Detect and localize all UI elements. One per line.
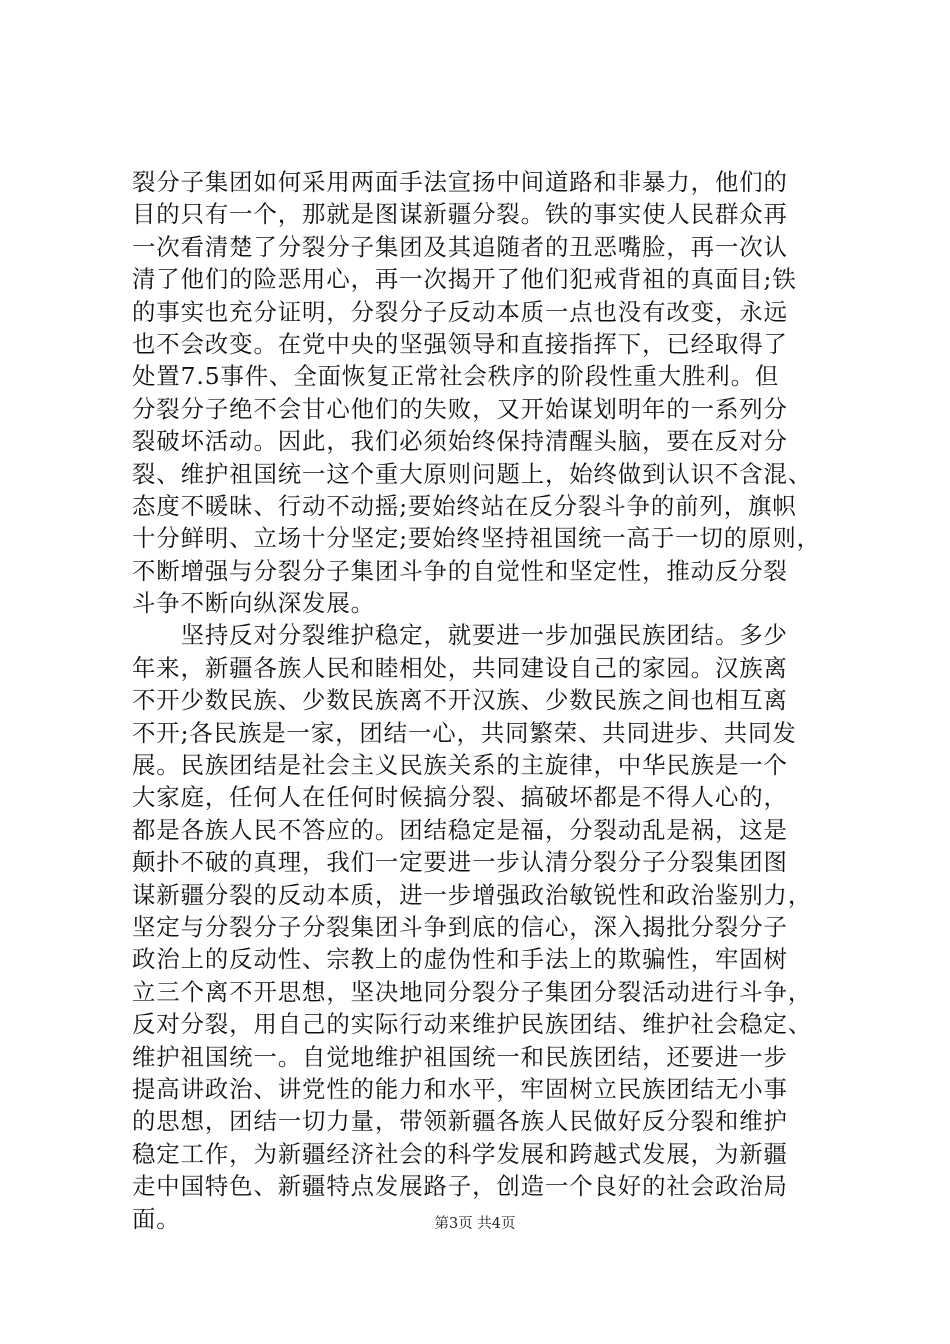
text-line: 不开;各民族是一家，团结一心，共同繁荣、共同进步、共同发 — [132, 718, 797, 747]
text-line: 的思想，团结一切力量，带领新疆各族人民做好反分裂和维护 — [132, 1107, 788, 1136]
text-line: 裂分子集团如何采用两面手法宣扬中间道路和非暴力，他们的 — [132, 168, 788, 196]
text-line: 谋新疆分裂的反动本质，进一步增强政治敏锐性和政治鉴别力， — [132, 880, 813, 909]
page-number-footer: 第3页 共4页 — [434, 1216, 516, 1232]
text-line: 目的只有一个，那就是图谋新疆分裂。铁的事实使人民群众再 — [132, 200, 788, 229]
text-line: 颠扑不破的真理，我们一定要进一步认清分裂分子分裂集团图 — [132, 848, 788, 877]
text-line: 政治上的反动性、宗教上的虚伪性和手法上的欺骗性，牢固树 — [132, 945, 788, 974]
text-line: 也不会改变。在党中央的坚强领导和直接指挥下，已经取得了 — [132, 329, 788, 358]
text-line: 都是各族人民不答应的。团结稳定是福，分裂动乱是祸，这是 — [132, 815, 788, 844]
text-line: 大家庭，任何人在任何时候搞分裂、搞破坏都是不得人心的， — [132, 783, 788, 812]
text-line: 的事实也充分证明，分裂分子反动本质一点也没有改变，永远 — [132, 297, 788, 326]
text-line: 清了他们的险恶用心，再一次揭开了他们犯戒背祖的真面目;铁 — [132, 265, 797, 294]
body-text — [132, 166, 852, 1235]
text-line: 十分鲜明、立场十分坚定;要始终坚持祖国统一高于一切的原则， — [132, 524, 821, 553]
text-line: 展。民族团结是社会主义民族关系的主旋律，中华民族是一个 — [132, 751, 788, 780]
text-line: 斗争不断向纵深发展。 — [132, 589, 375, 618]
text-line: 不断增强与分裂分子集团斗争的自觉性和坚定性，推动反分裂 — [132, 556, 788, 585]
text-line: 面。 — [132, 1204, 181, 1233]
text-line: 分裂分子绝不会甘心他们的失败，又开始谋划明年的一系列分 — [132, 394, 788, 423]
text-line: 维护祖国统一。自觉地维护祖国统一和民族团结，还要进一步 — [132, 1042, 788, 1071]
text-line: 态度不暖昧、行动不动摇;要始终站在反分裂斗争的前列，旗帜 — [132, 491, 797, 520]
text-line: 坚定与分裂分子分裂集团斗争到底的信心，深入揭批分裂分子 — [132, 912, 788, 941]
text-line: 年来，新疆各族人民和睦相处，共同建设自己的家园。汉族离 — [132, 653, 788, 682]
text-line: 走中国特色、新疆特点发展路子，创造一个良好的社会政治局 — [132, 1172, 788, 1201]
text-line: 裂、维护祖国统一这个重大原则问题上，始终做到认识不含混、 — [132, 459, 813, 488]
text-line: 一次看清楚了分裂分子集团及其追随者的丑恶嘴脸，再一次认 — [132, 232, 788, 261]
text-line: 坚持反对分裂维护稳定，就要进一步加强民族团结。多少 — [132, 621, 788, 650]
text-line: 提高讲政治、讲党性的能力和水平，牢固树立民族团结无小事 — [132, 1074, 788, 1103]
text-line: 立三个离不开思想，坚决地同分裂分子集团分裂活动进行斗争， — [132, 977, 813, 1006]
text-line: 裂破坏活动。因此，我们必须始终保持清醒头脑，要在反对分 — [132, 427, 788, 456]
text-line: 稳定工作，为新疆经济社会的科学发展和跨越式发展，为新疆 — [132, 1139, 788, 1168]
text-line: 不开少数民族、少数民族离不开汉族、少数民族之间也相互离 — [132, 686, 788, 715]
text-line: 处置7.5事件、全面恢复正常社会秩序的阶段性重大胜利。但 — [132, 362, 780, 391]
text-line: 反对分裂，用自己的实际行动来维护民族团结、维护社会稳定、 — [132, 1010, 813, 1039]
